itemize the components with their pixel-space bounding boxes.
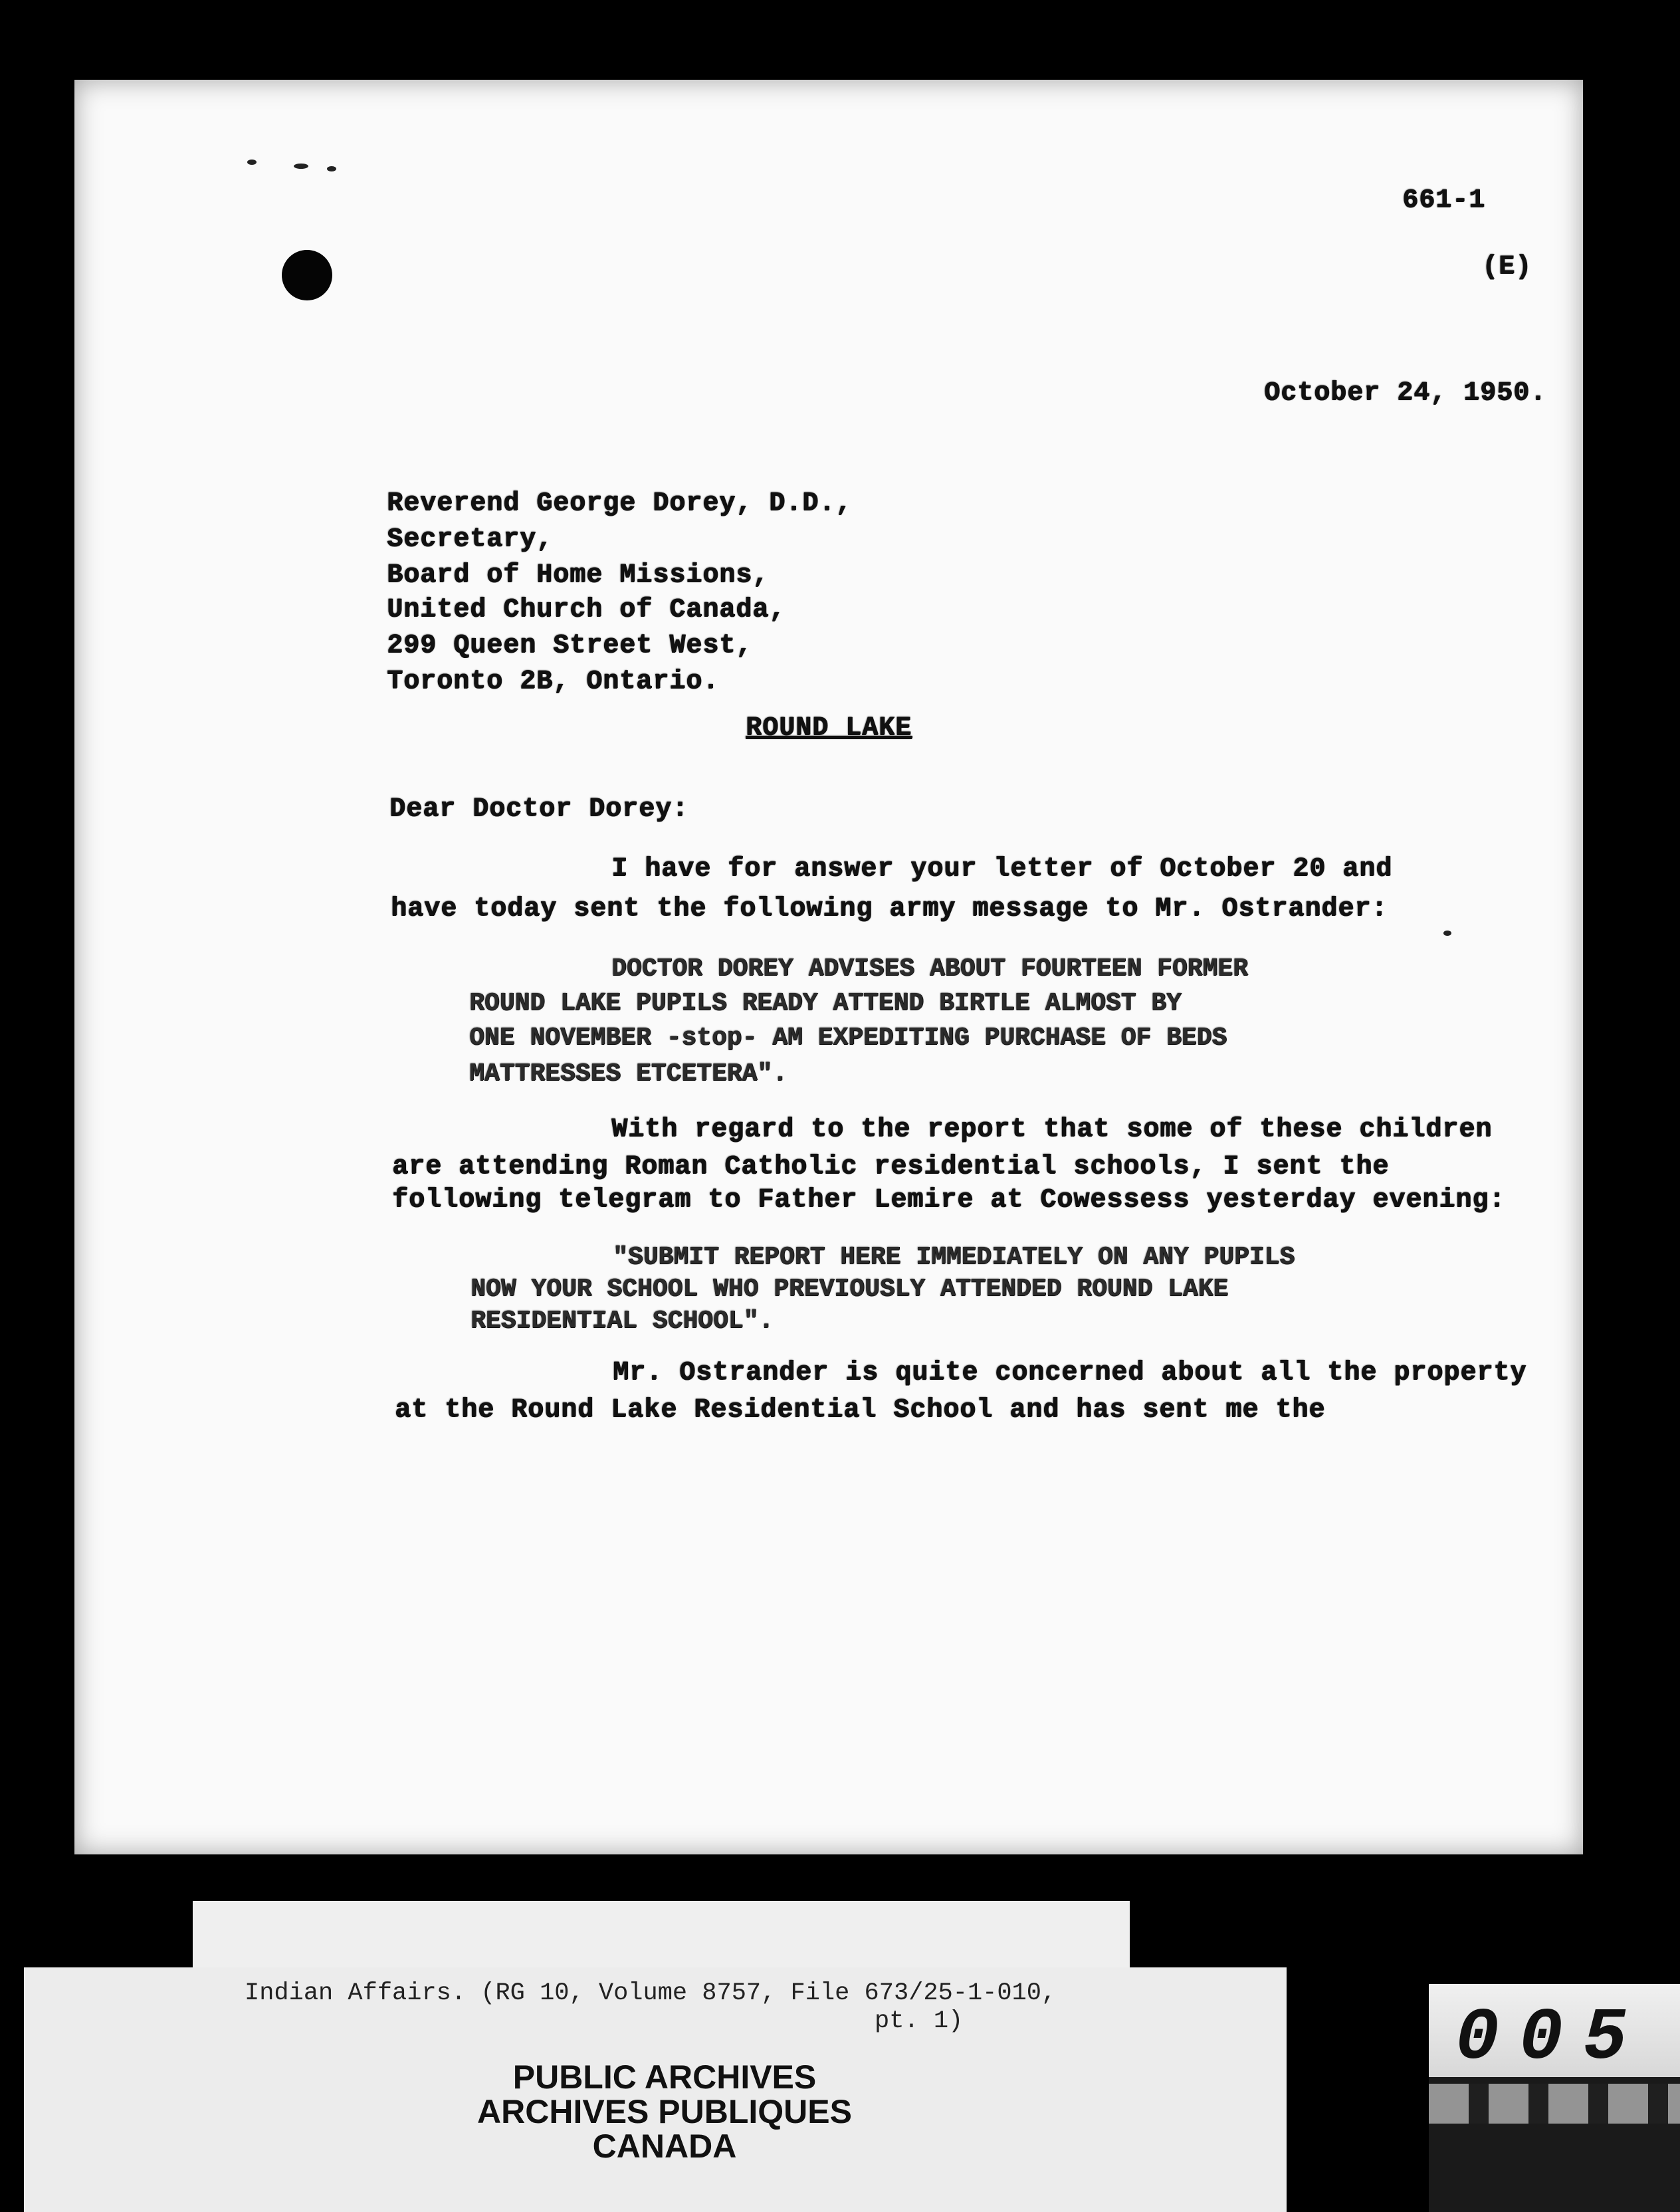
addressee-line: Toronto 2B, Ontario. xyxy=(387,667,720,697)
letter-page xyxy=(74,80,1583,1854)
paragraph-line: following telegram to Father Lemire at Cowessess yesterday evening: xyxy=(392,1185,1506,1215)
punch-hole xyxy=(282,250,332,300)
archive-name-fr: ARCHIVES PUBLIQUES xyxy=(477,2093,852,2130)
frame-counter xyxy=(1429,1984,1680,2212)
addressee-line: United Church of Canada, xyxy=(387,595,786,625)
telegram-line: DOCTOR DOREY ADVISES ABOUT FOURTEEN FORMER xyxy=(611,954,1248,983)
paragraph-line: Mr. Ostrander is quite concerned about all the property xyxy=(613,1358,1527,1388)
telegram-line: ROUND LAKE PUPILS READY ATTEND BIRTLE ALMOST BY xyxy=(469,989,1182,1018)
archive-reference: Indian Affairs. (RG 10, Volume 8757, File 673/25-1-010, xyxy=(245,1979,1057,2007)
telegram-line: MATTRESSES ETCETERA". xyxy=(469,1059,788,1088)
addressee-line: 299 Queen Street West, xyxy=(387,631,753,661)
subject-line: ROUND LAKE xyxy=(746,713,912,743)
paragraph-line: at the Round Lake Residential School and has sent me the xyxy=(395,1395,1326,1425)
telegram-line: NOW YOUR SCHOOL WHO PREVIOUSLY ATTENDED ROUND LAKE xyxy=(471,1275,1229,1303)
frame-counter-digits: 005 xyxy=(1455,1997,1647,2080)
speck xyxy=(1443,931,1451,936)
archive-name-en: PUBLIC ARCHIVES xyxy=(512,2058,817,2096)
archive-country: CANADA xyxy=(592,2128,737,2165)
file-number: 661-1 xyxy=(1402,185,1486,215)
paragraph-line: have today sent the following army message to Mr. Ostrander: xyxy=(391,894,1388,924)
archive-reference-continued: pt. 1) xyxy=(875,2007,964,2035)
speck xyxy=(294,164,308,169)
paragraph-line: With regard to the report that some of these children xyxy=(611,1115,1493,1145)
paragraph-line: are attending Roman Catholic residential schools, I sent the xyxy=(392,1152,1390,1182)
speck xyxy=(247,160,257,165)
speck xyxy=(327,166,336,171)
letter-date: October 24, 1950. xyxy=(1264,378,1547,408)
telegram-line: RESIDENTIAL SCHOOL". xyxy=(471,1307,774,1335)
addressee-line: Board of Home Missions, xyxy=(387,560,770,590)
telegram-line: "SUBMIT REPORT HERE IMMEDIATELY ON ANY PUPILS xyxy=(613,1243,1295,1272)
copy-mark: (E) xyxy=(1482,252,1532,282)
addressee-line: Secretary, xyxy=(387,524,554,554)
telegram-line: ONE NOVEMBER -stop- AM EXPEDITING PURCHASE OF BEDS xyxy=(469,1024,1227,1052)
paragraph-line: I have for answer your letter of October 20 and xyxy=(611,854,1393,884)
addressee-line: Reverend George Dorey, D.D., xyxy=(387,489,853,518)
salutation: Dear Doctor Dorey: xyxy=(389,794,689,824)
